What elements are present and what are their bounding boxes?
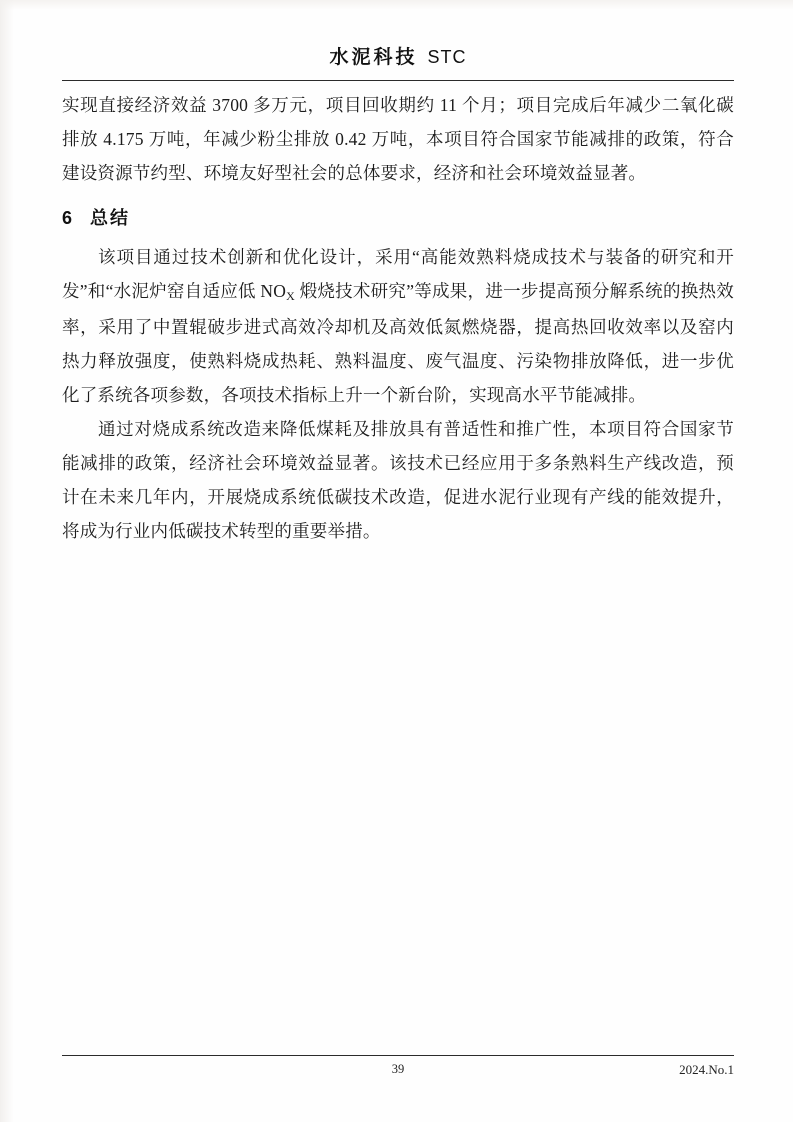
scan-edge-top: [0, 0, 793, 10]
section-heading-summary: [62, 202, 734, 234]
scan-edge-left: [0, 0, 14, 1122]
section-number: 6: [62, 208, 73, 228]
journal-title-cn: 水泥科技: [329, 47, 418, 68]
paragraph-1: [62, 240, 734, 412]
journal-title: [329, 42, 466, 69]
footer-divider: [62, 1055, 734, 1056]
header-divider: [62, 80, 734, 81]
paragraph-1-part1: 该项目通过技术创新和优化设计，采用“高能效熟料烧成技术与装备的研究和开发”和“水泥炉窑自适应低 NO: [62, 247, 734, 301]
page-content: [62, 88, 734, 548]
nox-subscript: X: [286, 289, 295, 303]
issue-label: 2024.No.1: [679, 1062, 734, 1077]
journal-title-en: STC: [427, 47, 467, 67]
page-number: 39: [391, 1062, 405, 1076]
paragraph-1-part2: 煅烧技术研究”等成果，进一步提高预分解系统的换热效率，采用了中置辊破步进式高效冷却机及高效低氮燃烧器，提高热回收效率以及窑内热力释放强度，使熟料烧成热耗、熟料温度、废气温度、污染物排放降低，进一步优化了系统各项参数，各项技术指标上升一个新台阶，实现高水平节能减排。: [62, 281, 734, 405]
paragraph-continued: 实现直接经济效益 3700 多万元，项目回收期约 11 个月；项目完成后年减少二氧化碳排放 4.175 万吨，年减少粉尘排放 0.42 万吨，本项目符合国家节能减排的政策，符合建设资源节约型、环境友好型社会的总体要求，经济和社会环境效益显著。: [62, 95, 734, 183]
page-header: [62, 42, 734, 69]
paragraph-2: 通过对烧成系统改造来降低煤耗及排放具有普适性和推广性，本项目符合国家节能减排的政策，经济社会环境效益显著。该技术已经应用于多条熟料生产线改造，预计在未来几年内，开展烧成系统低碳技术改造，促进水泥行业现有产线的能效提升，将成为行业内低碳技术转型的重要举措。: [62, 419, 734, 541]
section-title: 总结: [90, 208, 131, 228]
page-footer: [62, 1062, 734, 1082]
